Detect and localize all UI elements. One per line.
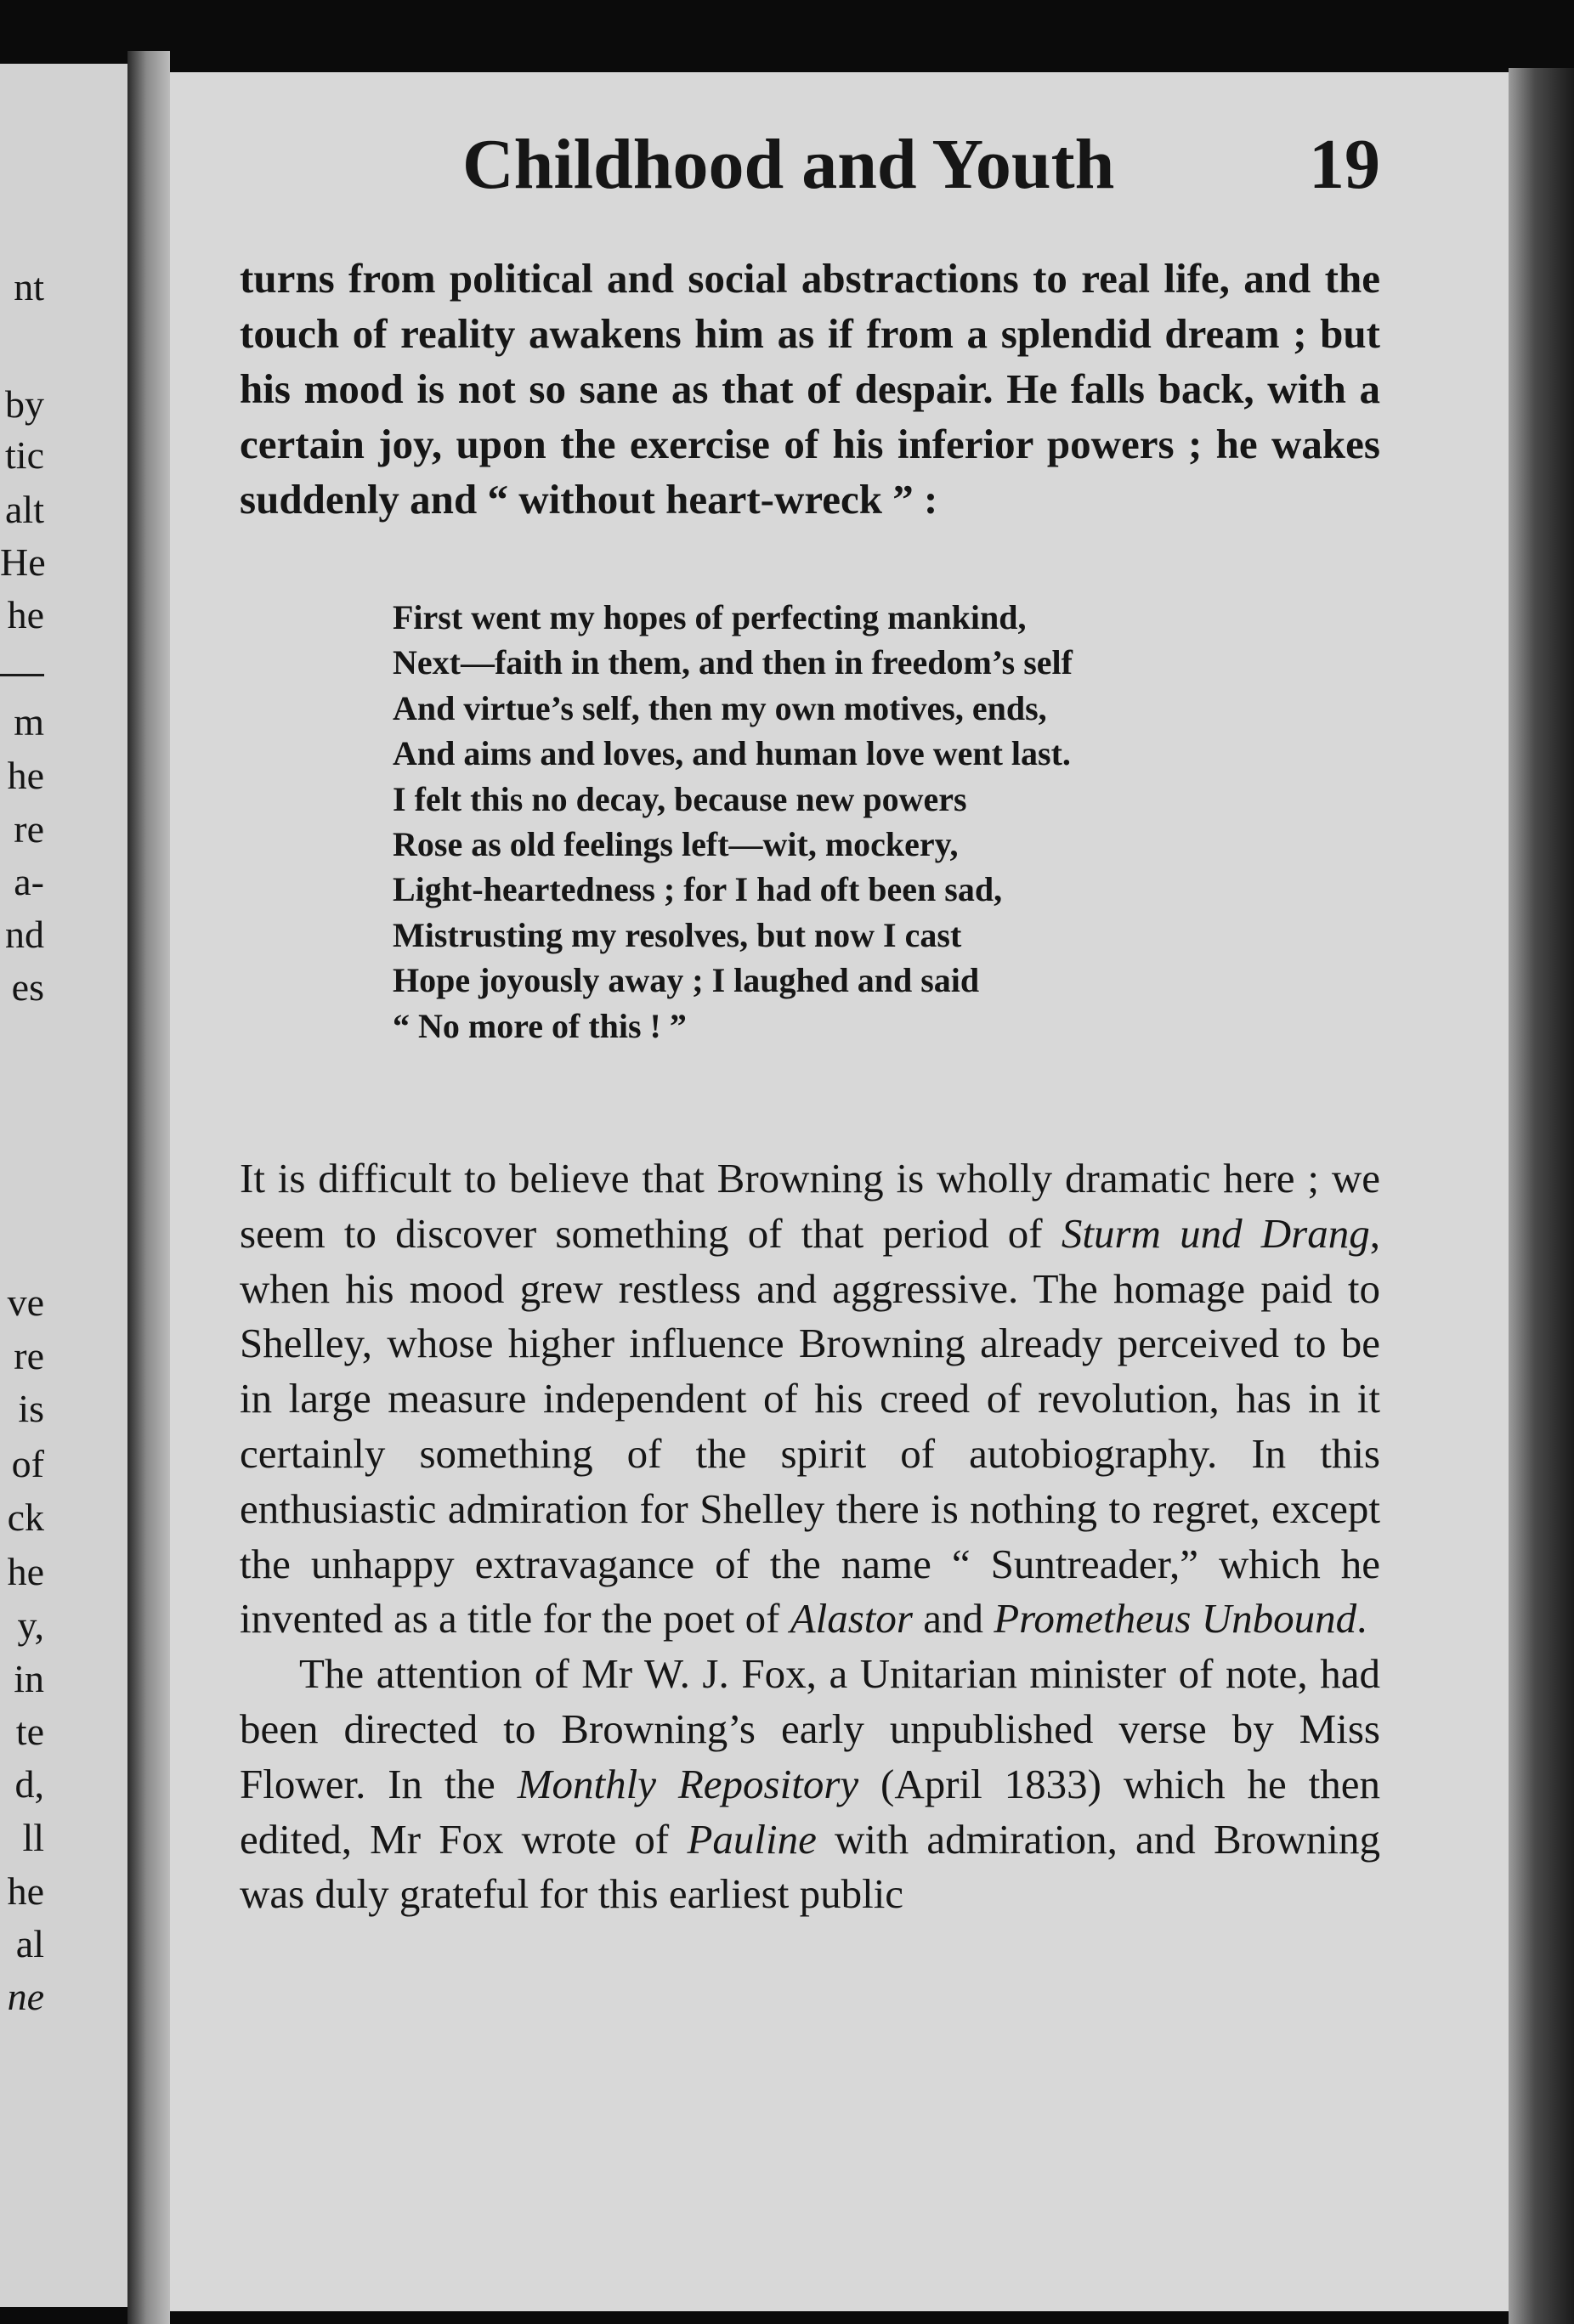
italic-title: Alastor [790,1595,913,1643]
verse-line: “ No more of this ! ” [393,1006,687,1045]
body-text [240,1151,1380,1922]
previous-page-line: re [14,1334,44,1377]
book-gutter [127,51,170,2324]
running-title: Childhood and Youth [462,125,1115,204]
previous-page-line: nd [5,913,44,956]
previous-page-rule [0,674,44,676]
previous-page-line: he [7,593,44,636]
previous-page-line: he [7,1869,44,1913]
previous-page-fragment [0,64,127,2307]
previous-page-line: d, [14,1762,44,1806]
verse-line: I felt this no decay, because new powers [393,779,967,818]
paragraph: turns from political and social abstractions to real life, and the touch of reality awakens him as if from a splendid dream ; but his mood is not so sane as that of despair. He falls back, with a certain joy, upon the exercise of his inferior powers ; he wakes suddenly and “ without heart-wreck ” : [240,255,1380,523]
previous-page-line: te [15,1710,44,1753]
previous-page-line: he [7,754,44,797]
previous-page-line: al [15,1922,44,1965]
verse-line: Mistrusting my resolves, but now I cast [393,915,962,954]
book-page [170,72,1509,2311]
book-edge [1509,68,1574,2324]
italic-title: Monthly Repository [517,1760,859,1807]
previous-page-line: y, [17,1603,44,1647]
verse-line: Next—faith in them, and then in freedom’s self [393,643,1073,682]
previous-page-line: es [11,965,44,1009]
previous-page-line: is [18,1387,44,1430]
verse-line: Rose as old feelings left—wit, mockery, [393,825,959,864]
previous-page-line: nt [14,265,44,308]
page-header [170,123,1509,208]
previous-page-line: in [14,1657,44,1700]
verse-line: Light-heartedness ; for I had oft been sad, [393,870,1003,909]
italic-title: Prometheus Unbound [994,1595,1357,1643]
italic-title: Pauline [687,1815,817,1863]
verse-line: Hope joyously away ; I laughed and said [393,961,980,1000]
verse-quotation [393,595,1073,1049]
previous-page-line: ll [22,1816,44,1859]
previous-page-line: he [7,1550,44,1593]
verse-line: And virtue’s self, then my own motives, ends, [393,688,1047,727]
verse-line: First went my hopes of perfecting mankind, [393,598,1027,636]
previous-page-line: ne [7,1975,44,2018]
previous-page-line: m [14,700,44,744]
previous-page-line: ck [7,1496,44,1539]
page-number: 19 [1309,125,1380,204]
previous-page-line: tic [5,433,44,477]
paragraph: It is difficult to believe that Browning is wholly dramatic here ; we seem to discover something of that period of Sturm und Drang, when his mood grew restless and aggressive. The homage paid to Shelley, whose higher influence Browning already perceived to be in large measure independent of his creed of revolution, has in it certainly something of the spirit of autobiography. In this enthusiastic admiration for Shelley there is nothing to regret, except the unhappy extravagance of the name “ Suntreader,” which he invented as a title for the poet of Alastor and Prometheus Unbound. [240,1155,1380,1643]
paragraph: The attention of Mr W. J. Fox, a Unitarian minister of note, had been directed to Browning’s early unpublished verse by Miss Flower. In the Monthly Repository (April 1833) which he then edited, Mr Fox wrote of Pauline with admiration, and Browning was duly grateful for this earliest public [240,1650,1380,1918]
previous-page-line: by [5,382,44,426]
previous-page-line: He [0,540,46,584]
previous-page-line: ve [7,1281,44,1324]
verse-line: And aims and loves, and human love went last. [393,734,1071,773]
previous-page-line: of [11,1442,44,1485]
previous-page-line: a- [14,860,44,903]
italic-title: Sturm und Drang [1061,1209,1370,1257]
previous-page-line: re [14,807,44,851]
previous-page-line: alt [5,488,44,531]
